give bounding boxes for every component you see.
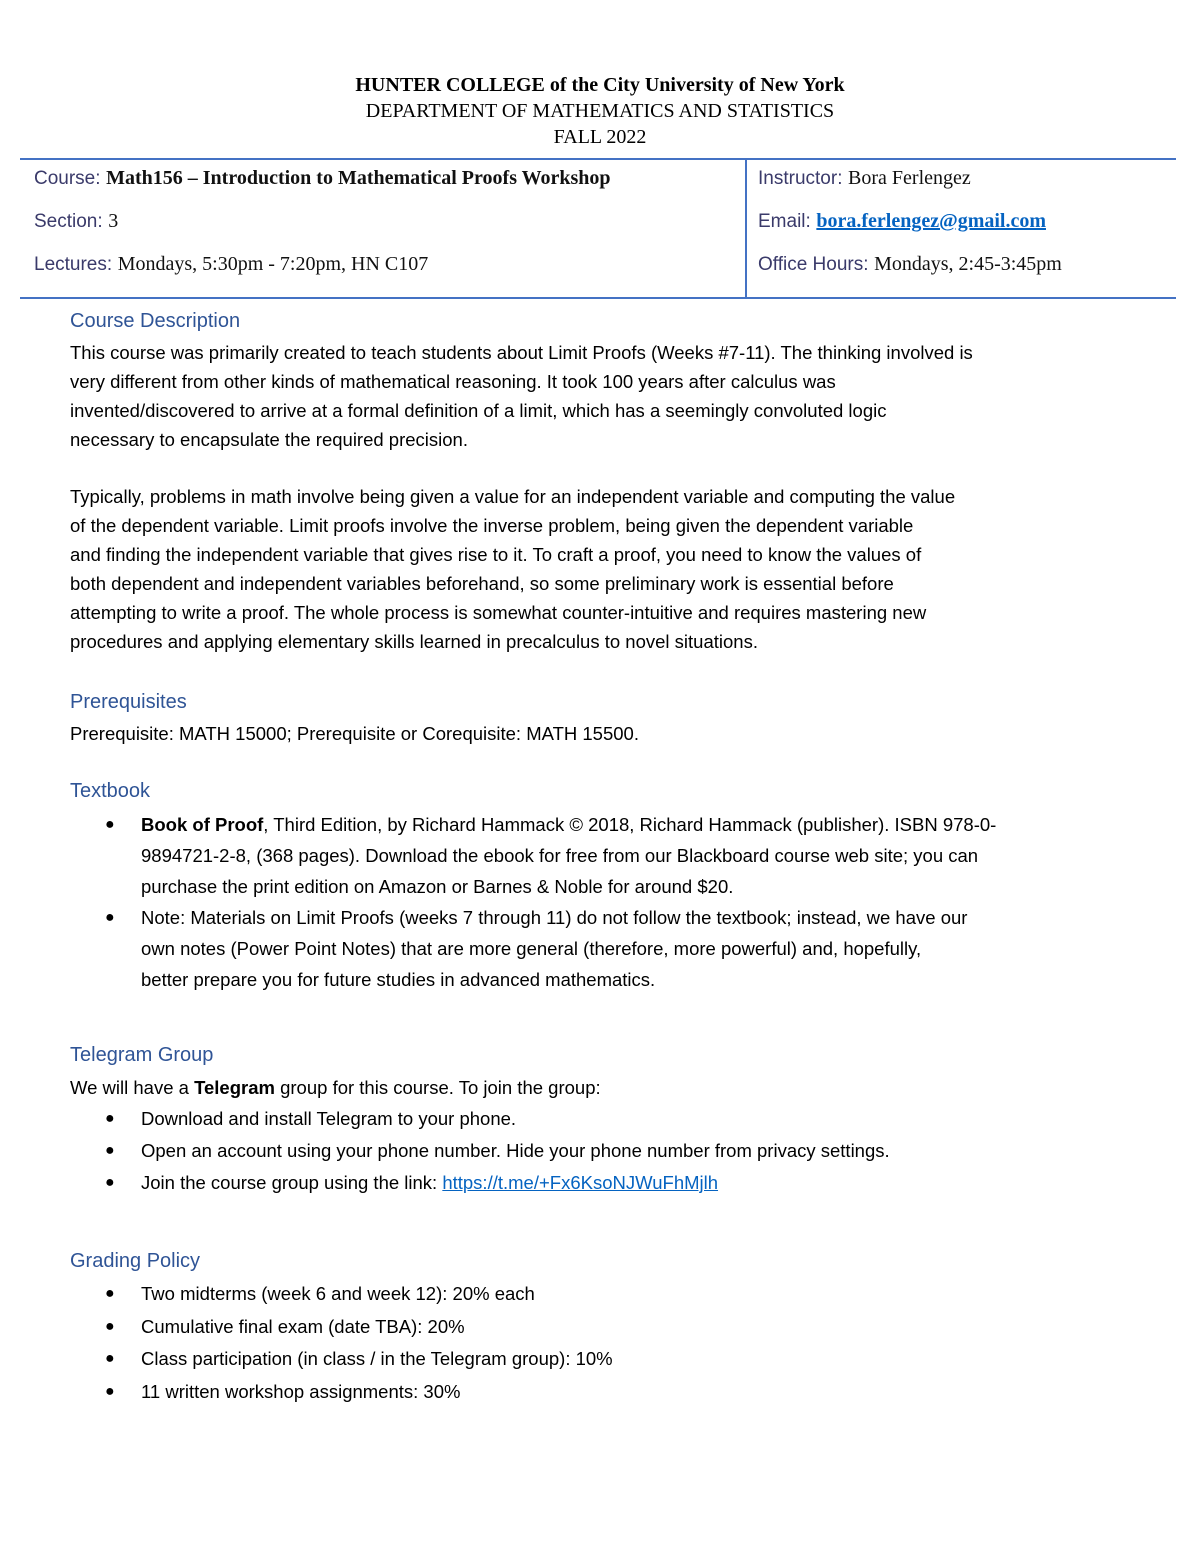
lectures-value: Mondays, 5:30pm - 7:20pm, HN C107 (117, 253, 429, 275)
grading-list (0, 1278, 1060, 1408)
document-header (0, 72, 1200, 150)
section-row (34, 208, 118, 235)
bullet-icon: ● (105, 816, 115, 833)
text-span: We will have a (70, 1077, 195, 1098)
text-line: Two midterms (week 6 and week 12): 20% each (141, 1283, 535, 1304)
textbook-list (0, 809, 1060, 995)
instructor-row (758, 165, 971, 192)
text-line: own notes (Power Point Notes) that are more general (therefore, more powerful) and, hopefully, (141, 938, 922, 959)
office-hours-value: Mondays, 2:45-3:45pm (874, 253, 1062, 275)
text-line: Download and install Telegram to your phone. (141, 1108, 517, 1129)
prerequisites-heading: Prerequisites (70, 691, 187, 713)
office-hours-row (758, 251, 1062, 278)
text-line: both dependent and independent variables beforehand, so some preliminary work is essential before (70, 573, 894, 594)
telegram-group-link[interactable]: https://t.me/+Fx6KsoNJWuFhMjlh (442, 1172, 719, 1193)
text-line (70, 1073, 1140, 1102)
section-label: Section: (34, 211, 103, 232)
text-line: 9894721-2-8, (368 pages). Download the ebook for free from our Blackboard course web site; you can (141, 845, 979, 866)
list-item (0, 1167, 1060, 1199)
text-line: Open an account using your phone number. Hide your phone number from privacy settings. (141, 1140, 890, 1161)
list-item (0, 1103, 1060, 1135)
list-item (0, 1343, 1060, 1376)
bullet-icon: ● (105, 1110, 115, 1127)
bullet-icon: ● (105, 1174, 115, 1191)
course-row (34, 165, 611, 192)
prerequisites-text (70, 719, 1140, 748)
text-span: group for this course. To join the group: (274, 1077, 601, 1098)
list-item (0, 1311, 1060, 1344)
lectures-label: Lectures: (34, 254, 113, 275)
course-description-paragraph-2 (70, 482, 1140, 656)
list-item (0, 1135, 1060, 1167)
text-line: Prerequisite: MATH 15000; Prerequisite or Corequisite: MATH 15500. (70, 723, 639, 744)
course-description-heading: Course Description (70, 310, 241, 332)
course-label: Course: (34, 168, 101, 189)
college-name: HUNTER COLLEGE of the City University of New York (355, 74, 845, 96)
grading-policy-heading: Grading Policy (70, 1250, 201, 1272)
instructor-label: Instructor: (758, 168, 843, 189)
email-row (758, 208, 1046, 235)
course-description-paragraph-1 (70, 338, 1140, 454)
telegram-steps-list (0, 1103, 1060, 1199)
text-line: invented/discovered to arrive at a formal definition of a limit, which has a seemingly convoluted logic (70, 400, 887, 421)
department-name: DEPARTMENT OF MATHEMATICS AND STATISTICS (365, 100, 835, 122)
email-label: Email: (758, 211, 811, 232)
section-value: 3 (108, 210, 119, 232)
text-line: Note: Materials on Limit Proofs (weeks 7 through 11) do not follow the textbook; instead, we have our (141, 907, 968, 928)
bullet-icon: ● (105, 1350, 115, 1367)
bullet-icon: ● (105, 1142, 115, 1159)
list-item (0, 1376, 1060, 1409)
text-line: attempting to write a proof. The whole process is somewhat counter-intuitive and requires mastering new (70, 602, 927, 623)
text-line: This course was primarily created to teach students about Limit Proofs (Weeks #7-11). The thinking involved is (70, 342, 973, 363)
textbook-title: Book of Proof (141, 814, 264, 835)
instructor-value: Bora Ferlengez (848, 167, 971, 189)
course-info-table (20, 158, 1176, 299)
text-span: , Third Edition, by Richard Hammack © 2018, Richard Hammack (publisher). ISBN 978-0- (263, 814, 997, 835)
term: FALL 2022 (553, 126, 647, 148)
text-line: very different from other kinds of mathematical reasoning. It took 100 years after calculus was (70, 371, 836, 392)
list-item (0, 902, 1060, 995)
lectures-row (34, 251, 428, 278)
bullet-icon: ● (105, 1317, 115, 1335)
text-line (141, 809, 1060, 840)
office-hours-label: Office Hours: (758, 254, 869, 275)
telegram-intro (70, 1073, 1140, 1102)
text-line: of the dependent variable. Limit proofs involve the inverse problem, being given the dependent variable (70, 515, 914, 536)
course-value: Math156 – Introduction to Mathematical Proofs Workshop (106, 167, 611, 189)
table-divider (745, 160, 747, 297)
textbook-heading: Textbook (70, 780, 151, 802)
bullet-icon: ● (105, 909, 115, 926)
text-line: and finding the independent variable that gives rise to it. To craft a proof, you need to know the values of (70, 544, 922, 565)
text-line: procedures and applying elementary skills learned in precalculus to novel situations. (70, 631, 758, 652)
text-span: Join the course group using the link: (141, 1172, 443, 1193)
email-link[interactable]: bora.ferlengez@gmail.com (816, 210, 1046, 232)
text-line: 11 written workshop assignments: 30% (141, 1380, 461, 1402)
text-line: Cumulative final exam (date TBA): 20% (141, 1315, 465, 1337)
text-line: better prepare you for future studies in advanced mathematics. (141, 969, 656, 990)
text-line (141, 1167, 1060, 1199)
bullet-icon: ● (105, 1382, 115, 1400)
list-item (0, 1278, 1060, 1311)
list-item (0, 809, 1060, 902)
telegram-group-heading: Telegram Group (70, 1044, 214, 1066)
text-line: purchase the print edition on Amazon or Barnes & Noble for around $20. (141, 876, 734, 897)
text-line: Typically, problems in math involve being given a value for an independent variable and computing the value (70, 486, 956, 507)
text-line: necessary to encapsulate the required precision. (70, 429, 468, 450)
telegram-bold: Telegram (194, 1077, 275, 1098)
bullet-icon: ● (105, 1285, 115, 1302)
text-line: Class participation (in class / in the Telegram group): 10% (141, 1348, 613, 1369)
